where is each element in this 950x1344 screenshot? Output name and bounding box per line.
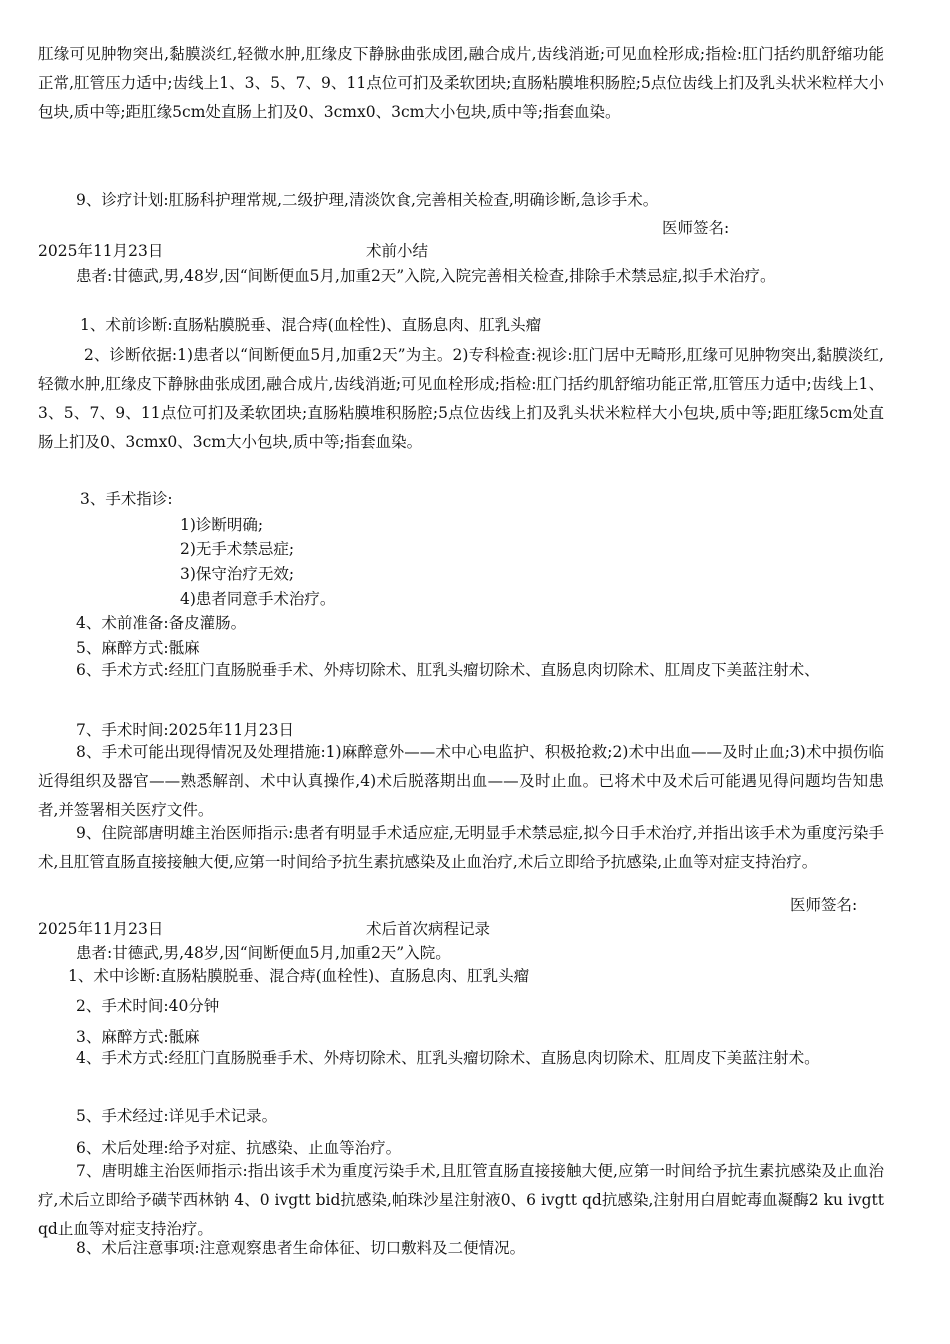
postop-directive: 7、唐明雄主治医师指示:指出该手术为重度污染手术,且肛管直肠直接接触大便,应第一时间给予抗生素抗感染及止血治疗,术后立即给予磺苄西林钠 4、0 ivgtt bid抗感染,帕珠沙星注射液0、6 ivgtt qd抗感染,注射用白眉蛇毒血凝酶2 ku ivgtt qd止血等对症支持治疗。	[38, 1162, 884, 1238]
preop-diagnosis: 1、术前诊断:直肠粘膜脱垂、混合痔(血栓性)、直肠息肉、肛乳头瘤	[80, 316, 542, 334]
postop-treatment: 6、术后处理:给予对症、抗感染、止血等治疗。	[76, 1139, 402, 1157]
postop-title: 术后首次病程记录	[366, 920, 491, 938]
indication-item: 3)保守治疗无效;	[180, 565, 295, 583]
preop-directive: 9、住院部唐明雄主治医师指示:患者有明显手术适应症,无明显手术禁忌症,拟今日手术治疗,并指出该手术为重度污染手术,且肛管直肠直接接触大便,应第一时间给予抗生素抗感染及止血治疗,术后立即给予抗感染,止血等对症支持治疗。	[38, 824, 884, 871]
indication-item: 2)无手术禁忌症;	[180, 540, 295, 558]
plan-line: 9、诊疗计划:肛肠科护理常规,二级护理,清淡饮食,完善相关检查,明确诊断,急诊手术。	[76, 191, 659, 209]
postop-method: 4、手术方式:经肛门直肠脱垂手术、外痔切除术、肛乳头瘤切除术、直肠息肉切除术、肛周皮下美蓝注射术。	[76, 1049, 820, 1067]
exam-continuation: 肛缘可见肿物突出,黏膜淡红,轻微水肿,肛缘皮下静脉曲张成团,融合成片,齿线消逝;可见血栓形成;指检:肛门括约肌舒缩功能正常,肛管压力适中;齿线上1、3、5、7、9、11点位可扪及柔软团块;直肠粘膜堆积肠腔;5点位齿线上扪及乳头状米粒样大小包块,质中等;距肛缘5cm处直肠上扪及0、3cmx0、3cm大小包块,质中等;指套血染。	[38, 45, 884, 121]
preop-anesthesia: 5、麻醉方式:骶麻	[76, 639, 200, 657]
postop-diagnosis: 1、术中诊断:直肠粘膜脱垂、混合痔(血栓性)、直肠息肉、肛乳头瘤	[68, 967, 530, 985]
preop-intro: 患者:甘德武,男,48岁,因“间断便血5月,加重2天”入院,入院完善相关检查,排除手术禁忌症,拟手术治疗。	[76, 267, 776, 285]
preop-title: 术前小结	[366, 242, 429, 260]
preop-method: 6、手术方式:经肛门直肠脱垂手术、外痔切除术、肛乳头瘤切除术、直肠息肉切除术、肛周皮下美蓝注射术、	[76, 661, 820, 679]
postop-anesthesia: 3、麻醉方式:骶麻	[76, 1028, 200, 1046]
indication-item: 4)患者同意手术治疗。	[180, 590, 336, 608]
preop-indication-title: 3、手术指诊:	[80, 490, 173, 508]
postop-notes: 8、术后注意事项:注意观察患者生命体征、切口敷料及二便情况。	[76, 1239, 526, 1257]
doctor-signature-1: 医师签名:	[662, 219, 730, 237]
postop-process: 5、手术经过:详见手术记录。	[76, 1107, 278, 1125]
preop-time: 7、手术时间:2025年11月23日	[76, 721, 294, 739]
postop-intro: 患者:甘德武,男,48岁,因“间断便血5月,加重2天”入院。	[76, 944, 451, 962]
preop-basis: 2、诊断依据:1)患者以“间断便血5月,加重2天”为主。2)专科检查:视诊:肛门居中无畸形,肛缘可见肿物突出,黏膜淡红,轻微水肿,肛缘皮下静脉曲张成团,融合成片,齿线消逝;可见血栓形成;指检:肛门括约肌舒缩功能正常,肛管压力适中;齿线上1、3、5、7、9、11点位可扪及柔软团块;直肠粘膜堆积肠腔;5点位齿线上扪及乳头状米粒样大小包块,质中等;距肛缘5cm处直肠上扪及0、3cmx0、3cm大小包块,质中等;指套血染。	[38, 346, 884, 451]
preop-prep: 4、术前准备:备皮灌肠。	[76, 614, 247, 632]
indication-item: 1)诊断明确;	[180, 516, 264, 534]
preop-date: 2025年11月23日	[38, 242, 164, 260]
postop-time: 2、手术时间:40分钟	[76, 997, 220, 1015]
postop-date: 2025年11月23日	[38, 920, 164, 938]
doctor-signature-2: 医师签名:	[790, 896, 858, 914]
preop-risks: 8、手术可能出现得情况及处理措施:1)麻醉意外——术中心电监护、积极抢救;2)术中出血——及时止血;3)术中损伤临近得组织及器官——熟悉解剖、术中认真操作,4)术后脱落期出血——及时止血。已将术中及术后可能遇见得问题均告知患者,并签署相关医疗文件。	[38, 743, 884, 819]
